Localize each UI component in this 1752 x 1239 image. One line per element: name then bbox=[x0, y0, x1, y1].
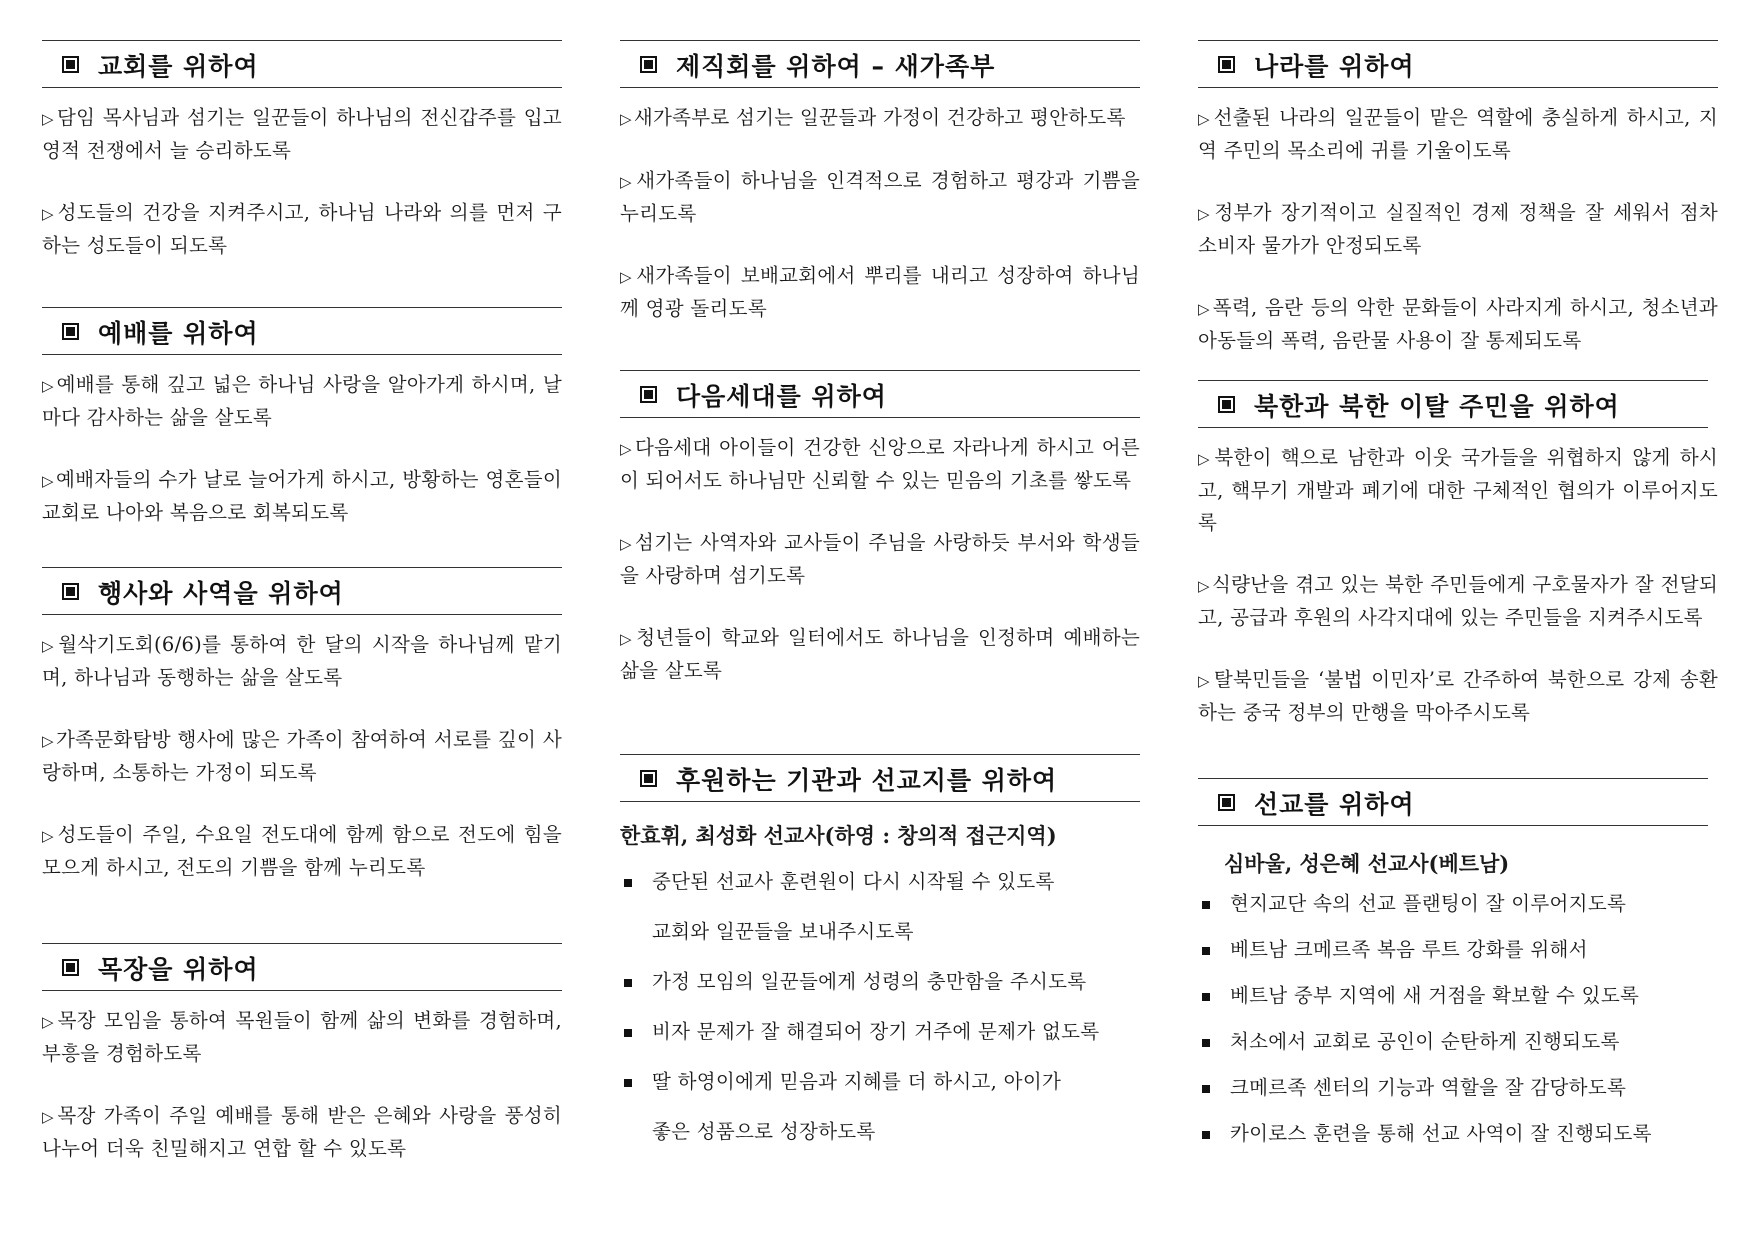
triangle-right-icon: ▷ bbox=[42, 1013, 56, 1031]
square-marker-icon bbox=[640, 56, 657, 73]
section-title: 나라를 위하여 bbox=[1254, 52, 1415, 81]
square-marker-icon bbox=[1218, 56, 1235, 73]
prayer-item: ▷ 탈북민들을 ‘불법 이민자’로 간주하여 북한으로 강제 송환하는 중국 정부의 만행을 막아주시도록 bbox=[1198, 668, 1718, 724]
section-header bbox=[1198, 380, 1708, 428]
triangle-right-icon: ▷ bbox=[42, 110, 55, 128]
triangle-right-icon: ▷ bbox=[42, 205, 56, 223]
square-marker-icon bbox=[62, 959, 79, 976]
triangle-right-icon: ▷ bbox=[620, 630, 635, 648]
triangle-right-icon: ▷ bbox=[620, 173, 635, 191]
prayer-item: ▷ 목장 가족이 주일 예배를 통해 받은 은혜와 사랑을 풍성히 나누어 더욱 친밀해지고 연합 할 수 있도록 bbox=[42, 1104, 563, 1160]
section-header bbox=[42, 567, 562, 615]
triangle-right-icon: ▷ bbox=[42, 377, 55, 395]
section-header bbox=[620, 754, 1140, 802]
square-marker-icon bbox=[1218, 396, 1235, 413]
section-worship bbox=[42, 307, 562, 529]
triangle-right-icon: ▷ bbox=[42, 1108, 56, 1126]
section-header bbox=[1198, 40, 1718, 88]
triangle-right-icon: ▷ bbox=[620, 268, 635, 286]
section-next-generation bbox=[620, 370, 1140, 687]
section-church bbox=[42, 40, 562, 262]
section-header bbox=[42, 40, 562, 88]
triangle-right-icon: ▷ bbox=[42, 732, 55, 750]
section-title: 북한과 북한 이탈 주민을 위하여 bbox=[1254, 392, 1620, 421]
square-marker-icon bbox=[62, 583, 79, 600]
missionary-name: 심바울, 성은혜 선교사(베트남) bbox=[1224, 851, 1510, 876]
triangle-right-icon: ▷ bbox=[42, 637, 57, 655]
prayer-item: ▷ 담임 목사님과 섬기는 일꾼들이 하나님의 전신갑주를 입고 영적 전쟁에서 늘 승리하도록 bbox=[42, 106, 562, 162]
section-events bbox=[42, 567, 562, 884]
section-title: 선교를 위하여 bbox=[1254, 790, 1415, 819]
section-missions-support bbox=[620, 754, 1140, 1166]
prayer-item: ▷ 섬기는 사역자와 교사들이 주님을 사랑하듯 부서와 학생들을 사랑하며 섬기도록 bbox=[620, 531, 1140, 587]
triangle-right-icon: ▷ bbox=[1198, 205, 1213, 223]
bullet-item: 비자 문제가 잘 해결되어 장기 거주에 문제가 없도록 bbox=[620, 1016, 1140, 1066]
section-title: 다음세대를 위하여 bbox=[676, 382, 887, 411]
section-cell-group bbox=[42, 943, 562, 1165]
bullet-item: 처소에서 교회로 공인이 순탄하게 진행되도록 bbox=[1198, 1026, 1708, 1072]
section-title: 후원하는 기관과 선교지를 위하여 bbox=[676, 766, 1058, 795]
square-bullet-icon bbox=[624, 1029, 632, 1037]
prayer-item: ▷ 새가족부로 섬기는 일꾼들과 가정이 건강하고 평안하도록 bbox=[620, 106, 1126, 129]
square-bullet-icon bbox=[1202, 1085, 1210, 1093]
square-marker-icon bbox=[62, 56, 79, 73]
prayer-item: ▷ 목장 모임을 통하여 목원들이 함께 삶의 변화를 경험하며, 부흥을 경험하도록 bbox=[42, 1009, 562, 1065]
prayer-item: ▷ 새가족들이 하나님을 인격적으로 경험하고 평강과 기쁨을 누리도록 bbox=[620, 169, 1140, 225]
section-title: 교회를 위하여 bbox=[98, 52, 259, 81]
section-header bbox=[620, 370, 1140, 418]
section-nation bbox=[1198, 40, 1718, 357]
prayer-item: ▷ 폭력, 음란 등의 악한 문화들이 사라지게 하시고, 청소년과 아동들의 폭력, 음란물 사용이 잘 통제되도록 bbox=[1198, 296, 1718, 352]
prayer-item: ▷ 다음세대 아이들이 건강한 신앙으로 자라나게 하시고 어른이 되어서도 하나님만 신뢰할 수 있는 믿음의 기초를 쌓도록 bbox=[620, 436, 1140, 492]
section-title: 목장을 위하여 bbox=[98, 955, 259, 984]
square-bullet-icon bbox=[1202, 947, 1210, 955]
triangle-right-icon: ▷ bbox=[1198, 300, 1211, 318]
section-title: 제직회를 위하여 – 새가족부 bbox=[676, 52, 996, 81]
prayer-item: ▷ 정부가 장기적이고 실질적인 경제 정책을 잘 세워서 점차 소비자 물가가 안정되도록 bbox=[1198, 201, 1718, 257]
section-missions bbox=[1198, 778, 1708, 1164]
bullet-item: 카이로스 훈련을 통해 선교 사역이 잘 진행되도록 bbox=[1198, 1118, 1708, 1164]
section-new-family bbox=[620, 40, 1140, 325]
prayer-item: ▷ 새가족들이 보배교회에서 뿌리를 내리고 성장하여 하나님께 영광 돌리도록 bbox=[620, 264, 1140, 320]
prayer-item: ▷ 북한이 핵으로 남한과 이웃 국가들을 위협하지 않게 하시고, 핵무기 개발과 폐기에 대한 구체적인 협의가 이루어지도록 bbox=[1198, 446, 1718, 534]
prayer-item: ▷ 월삭기도회(6/6)를 통하여 한 달의 시작을 하나님께 맡기며, 하나님과 동행하는 삶을 살도록 bbox=[42, 633, 562, 689]
prayer-item: ▷ 청년들이 학교와 일터에서도 하나님을 인정하며 예배하는 삶을 살도록 bbox=[620, 626, 1140, 682]
triangle-right-icon: ▷ bbox=[620, 110, 632, 128]
bullet-item: 가정 모임의 일꾼들에게 성령의 충만함을 주시도록 bbox=[620, 966, 1140, 1016]
triangle-right-icon: ▷ bbox=[1198, 672, 1212, 690]
bullet-item: 베트남 크메르족 복음 루트 강화를 위해서 bbox=[1198, 934, 1708, 980]
section-title: 예배를 위하여 bbox=[98, 319, 259, 348]
square-bullet-icon bbox=[1202, 901, 1210, 909]
section-north-korea bbox=[1198, 380, 1718, 729]
bullet-item: 베트남 중부 지역에 새 거점을 확보할 수 있도록 bbox=[1198, 980, 1708, 1026]
prayer-item: ▷ 성도들이 주일, 수요일 전도대에 함께 함으로 전도에 힘을 모으게 하시고, 전도의 기쁨을 함께 누리도록 bbox=[42, 823, 562, 879]
section-title: 행사와 사역을 위하여 bbox=[98, 579, 344, 608]
prayer-item: ▷ 예배자들의 수가 날로 늘어가게 하시고, 방황하는 영혼들이 교회로 나아와 복음으로 회복되도록 bbox=[42, 468, 563, 524]
triangle-right-icon: ▷ bbox=[1198, 110, 1212, 128]
section-header bbox=[1198, 778, 1708, 826]
triangle-right-icon: ▷ bbox=[42, 472, 55, 490]
square-bullet-icon bbox=[1202, 1131, 1210, 1139]
bullet-item: 중단된 선교사 훈련원이 다시 시작될 수 있도록 bbox=[620, 866, 1140, 916]
missionary-name: 한효휘, 최성화 선교사(하영 : 창의적 접근지역) bbox=[620, 823, 1057, 848]
square-marker-icon bbox=[62, 323, 79, 340]
square-bullet-icon bbox=[1202, 1039, 1210, 1047]
triangle-right-icon: ▷ bbox=[42, 827, 56, 845]
bullet-item: 딸 하영이에게 믿음과 지혜를 더 하시고, 아이가 bbox=[620, 1066, 1140, 1116]
triangle-right-icon: ▷ bbox=[620, 535, 633, 553]
bullet-item: 현지교단 속의 선교 플랜팅이 잘 이루어지도록 bbox=[1198, 888, 1708, 934]
square-bullet-icon bbox=[624, 1079, 632, 1087]
section-header bbox=[620, 40, 1140, 88]
prayer-item: ▷ 예배를 통해 깊고 넓은 하나님 사랑을 알아가게 하시며, 날마다 감사하는 삶을 살도록 bbox=[42, 373, 562, 429]
section-header bbox=[42, 307, 562, 355]
square-marker-icon bbox=[640, 770, 657, 787]
triangle-right-icon: ▷ bbox=[1198, 450, 1213, 468]
prayer-item: ▷ 선출된 나라의 일꾼들이 맡은 역할에 충실하게 하시고, 지역 주민의 목소리에 귀를 기울이도록 bbox=[1198, 106, 1718, 162]
square-bullet-icon bbox=[624, 979, 632, 987]
prayer-item: ▷ 식량난을 겪고 있는 북한 주민들에게 구호물자가 잘 전달되고, 공급과 후원의 사각지대에 있는 주민들을 지켜주시도록 bbox=[1198, 573, 1718, 629]
bullet-item-continued: 좋은 성품으로 성장하도록 bbox=[652, 1120, 876, 1143]
square-bullet-icon bbox=[1202, 993, 1210, 1001]
square-bullet-icon bbox=[624, 879, 632, 887]
prayer-item: ▷ 성도들의 건강을 지켜주시고, 하나님 나라와 의를 먼저 구하는 성도들이 되도록 bbox=[42, 201, 562, 257]
bullet-item-continued: 교회와 일꾼들을 보내주시도록 bbox=[652, 920, 914, 943]
square-marker-icon bbox=[1218, 794, 1235, 811]
prayer-item: ▷ 가족문화탐방 행사에 많은 가족이 참여하여 서로를 깊이 사랑하며, 소통하는 가정이 되도록 bbox=[42, 728, 562, 784]
triangle-right-icon: ▷ bbox=[620, 440, 633, 458]
square-marker-icon bbox=[640, 386, 657, 403]
triangle-right-icon: ▷ bbox=[1198, 577, 1211, 595]
bullet-item: 크메르족 센터의 기능과 역할을 잘 감당하도록 bbox=[1198, 1072, 1708, 1118]
section-header bbox=[42, 943, 562, 991]
